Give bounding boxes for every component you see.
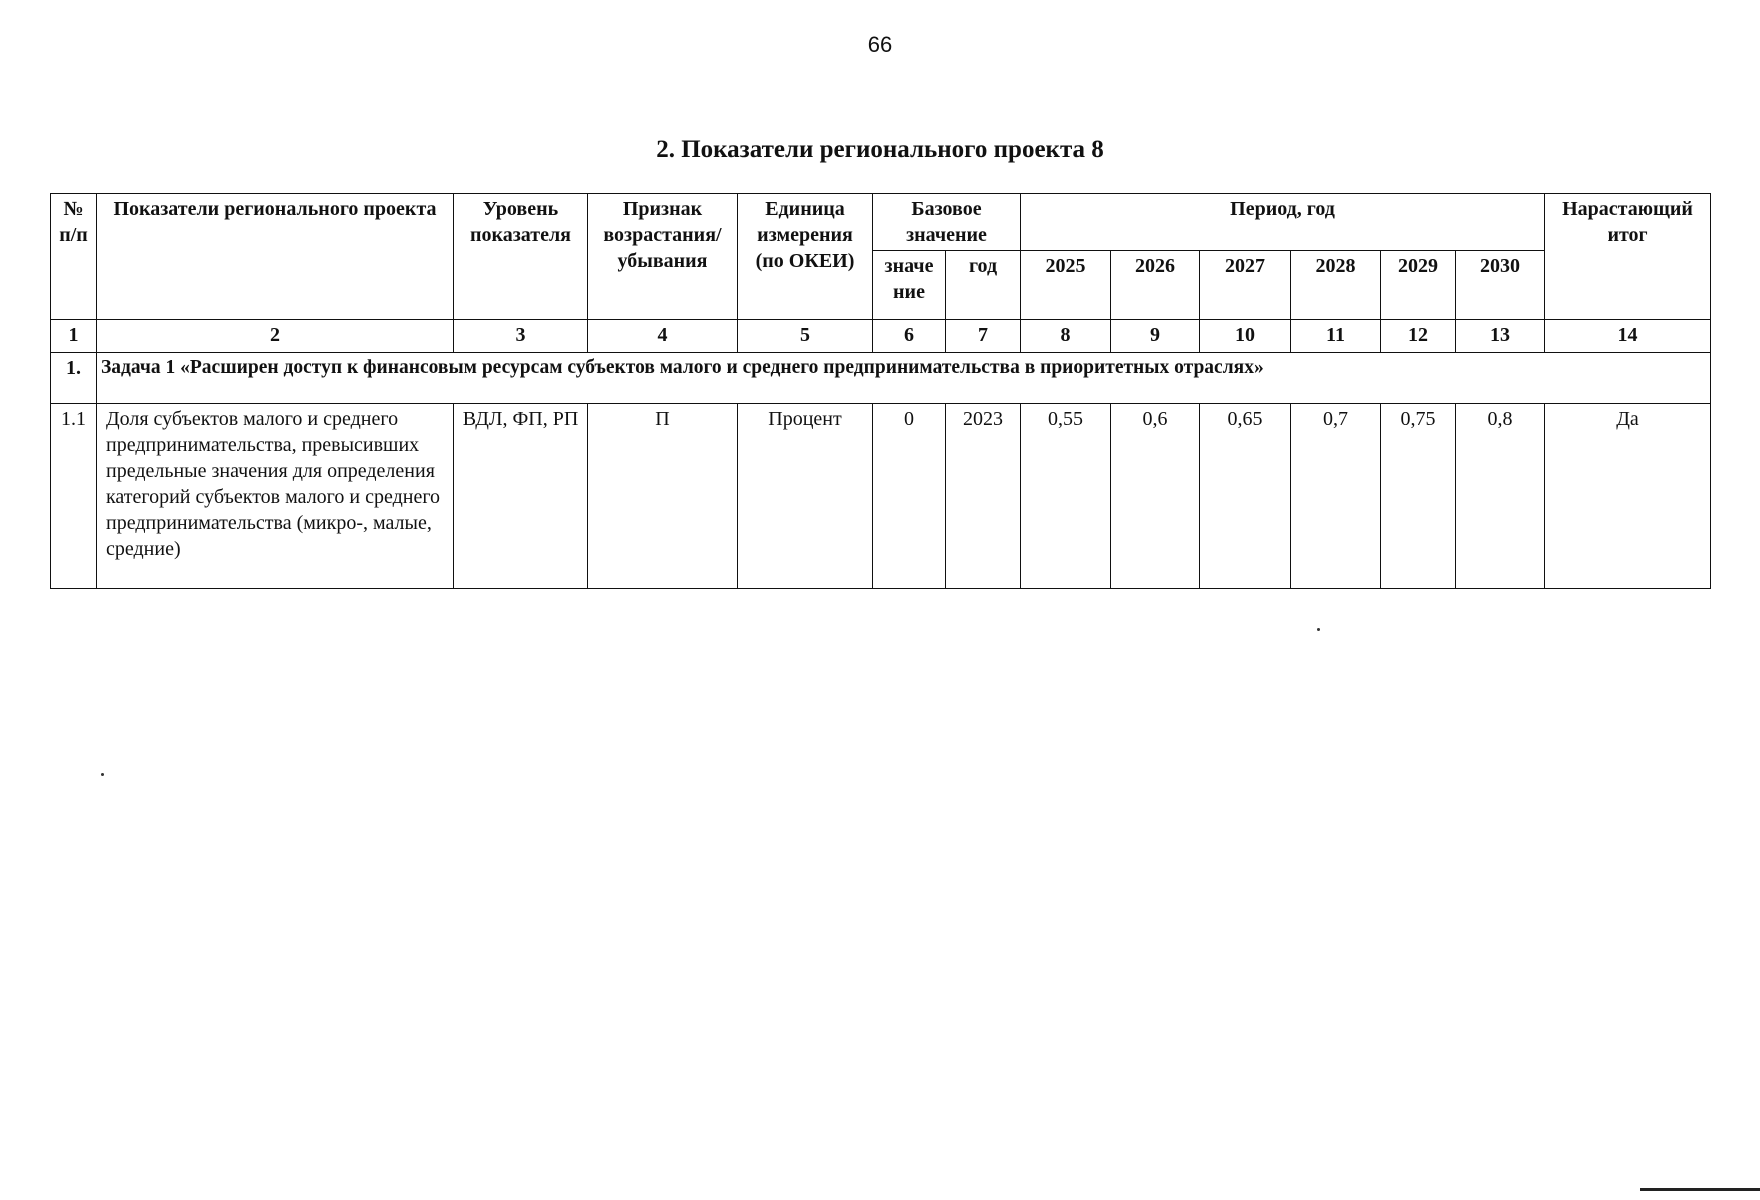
header-base-value: значе ние — [873, 251, 946, 320]
table-row — [51, 404, 1711, 589]
scan-speck — [1317, 628, 1320, 631]
column-number: 1 — [51, 320, 97, 353]
header-year: 2029 — [1381, 251, 1456, 320]
year-value: 0,7 — [1291, 404, 1381, 589]
column-number: 3 — [454, 320, 588, 353]
column-numbers-row — [51, 320, 1711, 353]
year-value: 0,75 — [1381, 404, 1456, 589]
header-unit: Единица измерения (по ОКЕИ) — [738, 194, 873, 320]
column-number: 12 — [1381, 320, 1456, 353]
column-number: 11 — [1291, 320, 1381, 353]
indicator-trend: П — [588, 404, 738, 589]
column-number: 9 — [1111, 320, 1200, 353]
column-number: 14 — [1545, 320, 1711, 353]
indicator-level: ВДЛ, ФП, РП — [454, 404, 588, 589]
scan-speck — [101, 773, 104, 776]
year-value: 0,6 — [1111, 404, 1200, 589]
column-number: 2 — [97, 320, 454, 353]
row-number: 1.1 — [51, 404, 97, 589]
column-number: 4 — [588, 320, 738, 353]
column-number: 10 — [1200, 320, 1291, 353]
column-number: 7 — [946, 320, 1021, 353]
base-value: 0 — [873, 404, 946, 589]
year-value: 0,65 — [1200, 404, 1291, 589]
page-number: 66 — [867, 32, 893, 57]
column-number: 8 — [1021, 320, 1111, 353]
header-year: 2026 — [1111, 251, 1200, 320]
header-year: 2030 — [1456, 251, 1545, 320]
year-value: 0,8 — [1456, 404, 1545, 589]
task-row — [51, 353, 1711, 404]
header-year: 2028 — [1291, 251, 1381, 320]
column-number: 5 — [738, 320, 873, 353]
header-num: № п/п — [51, 194, 97, 320]
indicator-name: Доля субъектов малого и среднего предпринимательства, превысивших предельные значения для определения категорий субъектов малого и среднего предпринимательства (микро-, малые, средние) — [97, 404, 454, 589]
header-indicator: Показатели регионального проекта — [97, 194, 454, 320]
header-year: 2027 — [1200, 251, 1291, 320]
cumulative-value: Да — [1545, 404, 1711, 589]
task-text: Задача 1 «Расширен доступ к финансовым ресурсам субъектов малого и среднего предпринимательства в приоритетных отраслях» — [97, 353, 1711, 404]
header-row-1 — [51, 194, 1711, 251]
header-cumulative: Нарастающий итог — [1545, 194, 1711, 320]
header-period: Период, год — [1021, 194, 1545, 251]
year-value: 0,55 — [1021, 404, 1111, 589]
indicator-unit: Процент — [738, 404, 873, 589]
section-title: 2. Показатели регионального проекта 8 — [656, 136, 1104, 163]
header-year: 2025 — [1021, 251, 1111, 320]
task-number: 1. — [51, 353, 97, 404]
column-number: 6 — [873, 320, 946, 353]
header-trend: Признак возрастания/ убывания — [588, 194, 738, 320]
header-base: Базовое значение — [873, 194, 1021, 251]
scan-edge-line — [1640, 1188, 1760, 1191]
header-level: Уровень показателя — [454, 194, 588, 320]
indicators-table — [50, 193, 1711, 589]
header-base-year: год — [946, 251, 1021, 320]
base-year: 2023 — [946, 404, 1021, 589]
column-number: 13 — [1456, 320, 1545, 353]
